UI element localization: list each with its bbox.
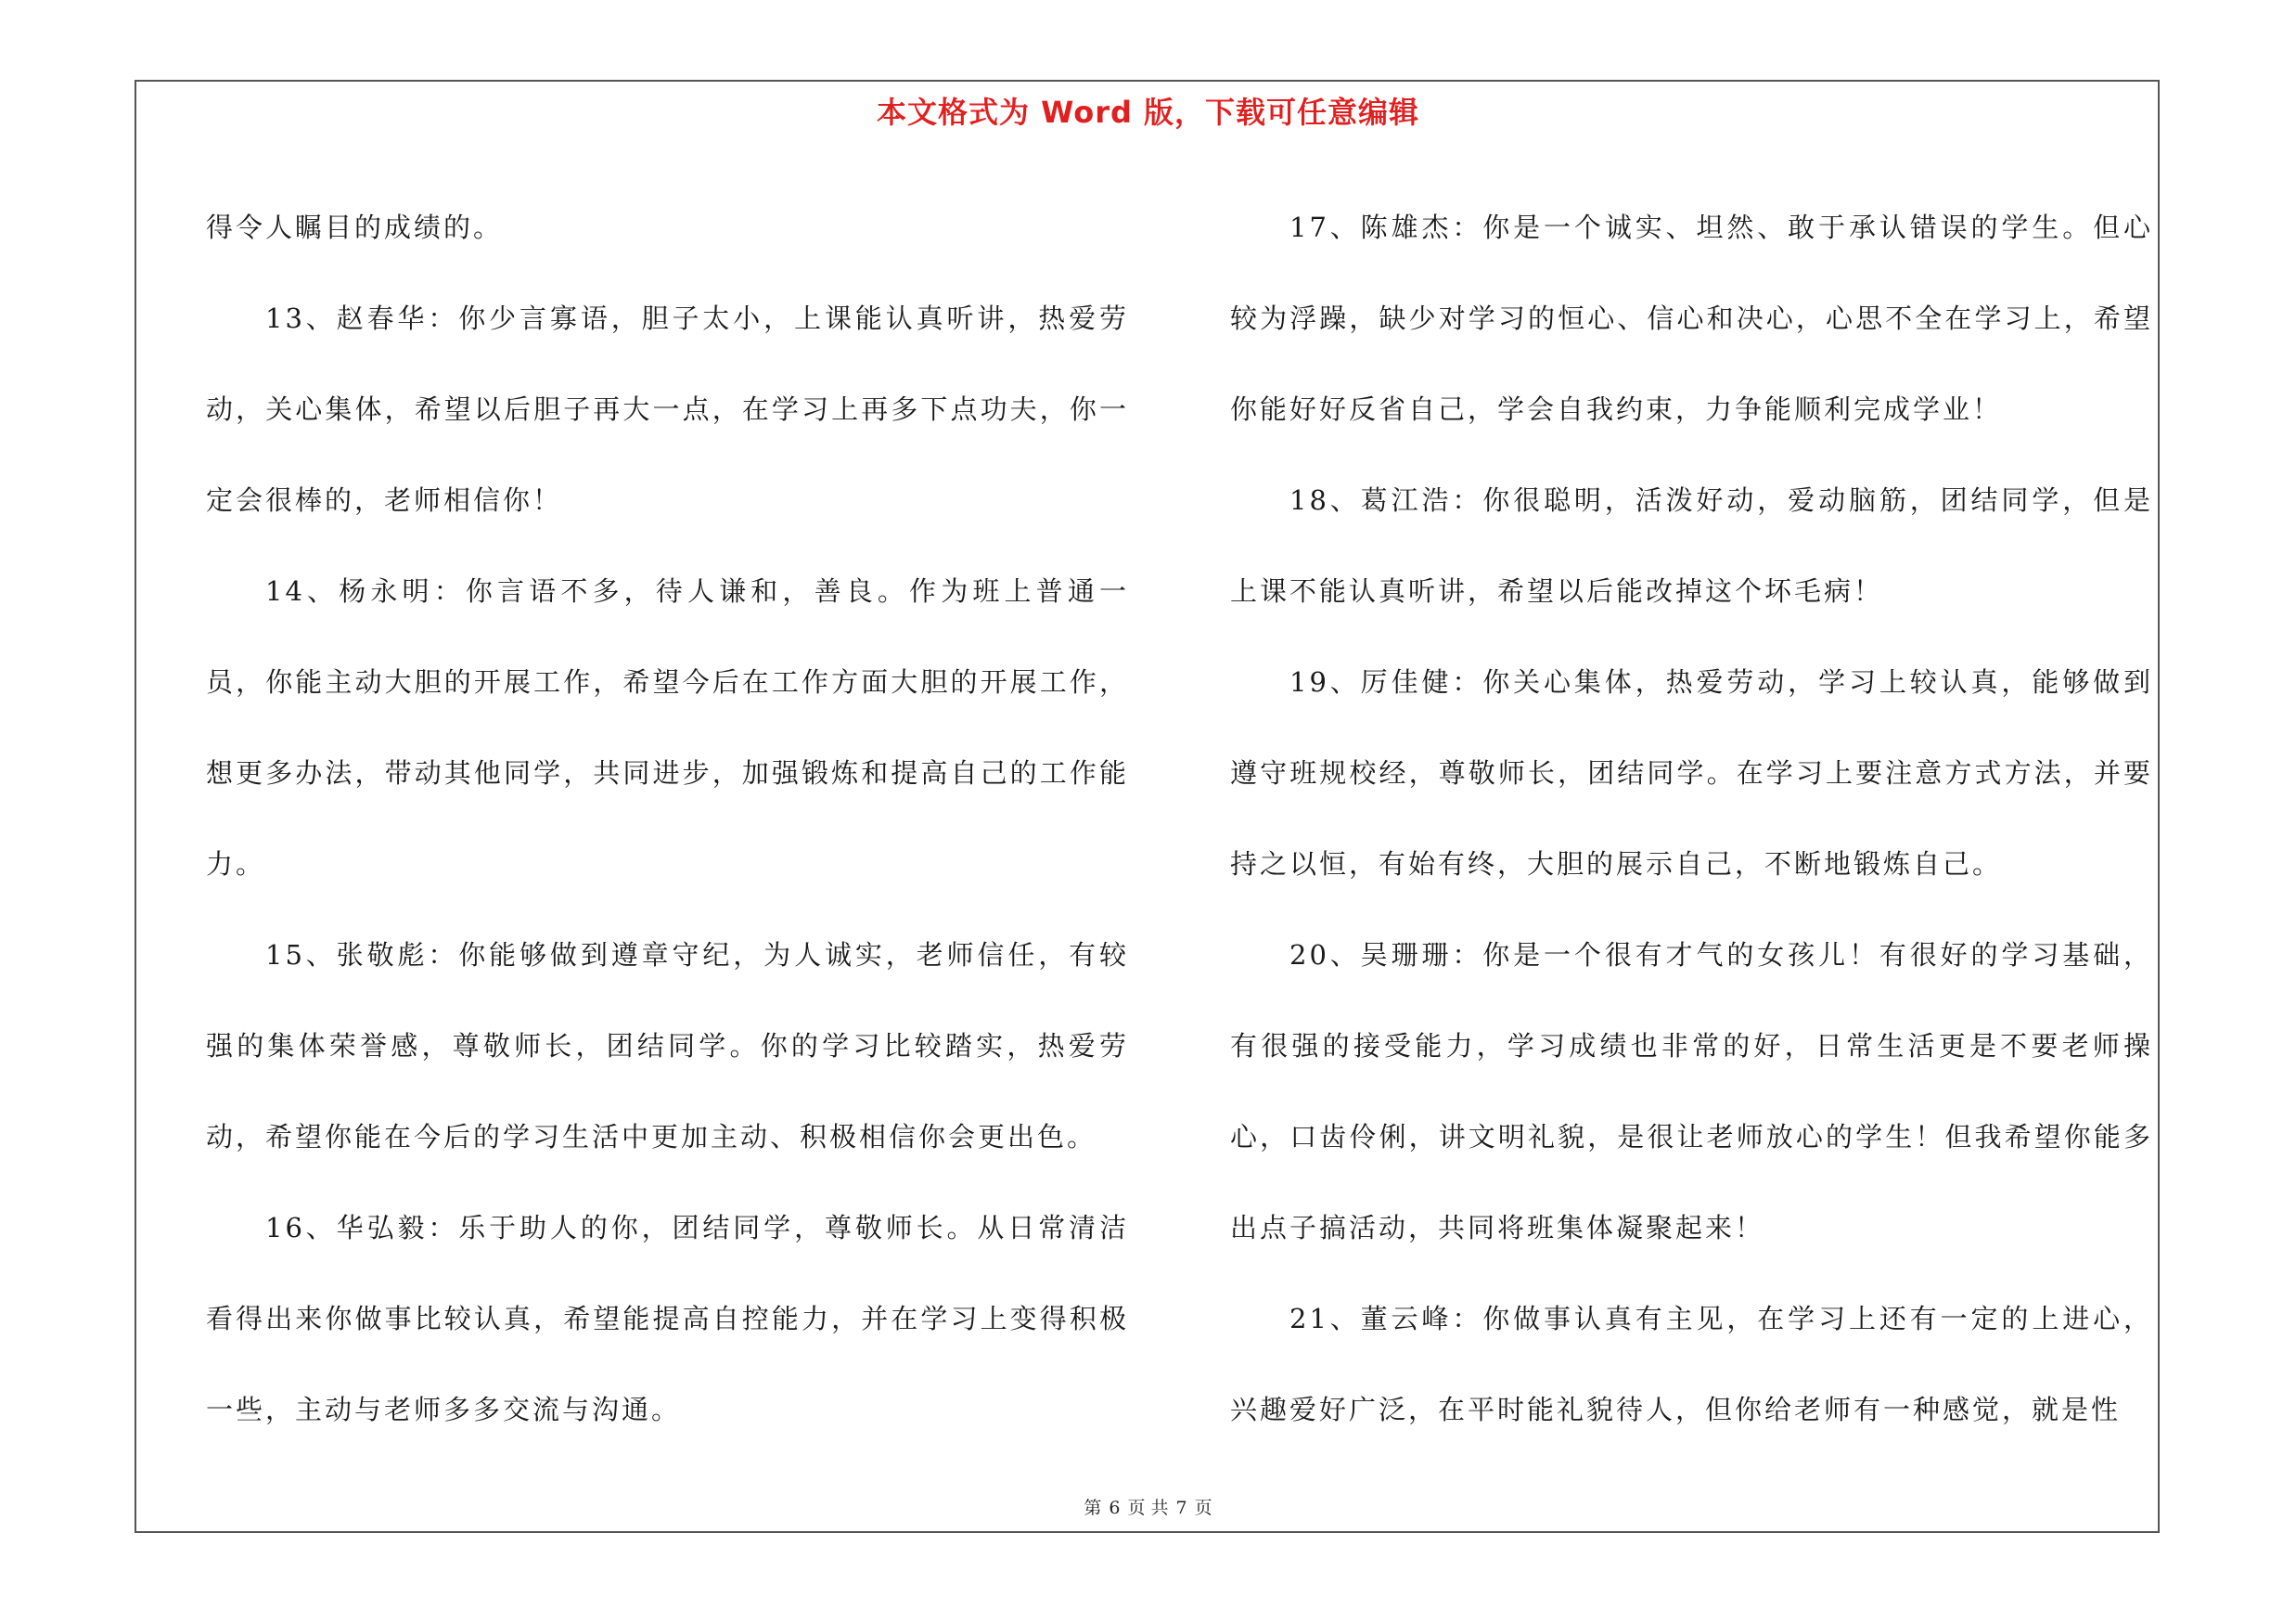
- paragraph-right-5: 21、董云峰：你做事认真有主见，在学习上还有一定的上进心，兴趣爱好广泛，在平时能礼貌待人，但你给老师有一种感觉，就是性: [1230, 1303, 2153, 1425]
- footer-total-pages: 7: [1175, 1498, 1187, 1518]
- paragraph-right-2: 18、葛江浩：你很聪明，活泼好动，爱动脑筋，团结同学，但是上课不能认真听讲，希望以后能改掉这个坏毛病！: [1230, 484, 2153, 607]
- paragraph-left-5: 16、华弘毅：乐于助人的你，团结同学，尊敬师长。从日常清洁看得出来你做事比较认真，希望能提高自控能力，并在学习上变得积极一些，主动与老师多多交流与沟通。: [206, 1212, 1129, 1425]
- footer-prefix: 第: [1084, 1498, 1102, 1518]
- paragraph-right-4: 20、吴珊珊：你是一个很有才气的女孩儿！有很好的学习基础，有很强的接受能力，学习成绩也非常的好，日常生活更是不要老师操心，口齿伶俐，讲文明礼貌，是很让老师放心的学生！但我希望你能多出点子搞活动，共同将班集体凝聚起来！: [1230, 939, 2153, 1243]
- format-notice-banner: 本文格式为 Word 版，下载可任意编辑: [876, 95, 1420, 130]
- paragraph-right-3: 19、厉佳健：你关心集体，热爱劳动，学习上较认真，能够做到遵守班规校经，尊敬师长，团结同学。在学习上要注意方式方法，并要持之以恒，有始有终，大胆的展示自己，不断地锻炼自己。: [1230, 666, 2153, 880]
- footer-current-page: 6: [1109, 1498, 1121, 1518]
- paragraph-right-1: 17、陈雄杰：你是一个诚实、坦然、敢于承认错误的学生。但心较为浮躁，缺少对学习的恒心、信心和决心，心思不全在学习上，希望你能好好反省自己，学会自我约束，力争能顺利完成学业！: [1230, 212, 2153, 425]
- left-column: [206, 182, 1129, 1455]
- page-number-footer: [0, 1494, 2296, 1519]
- paragraph-left-2: 13、赵春华：你少言寡语，胆子太小，上课能认真听讲，热爱劳动，关心集体，希望以后胆子再大一点，在学习上再多下点功夫，你一定会很棒的，老师相信你！: [206, 303, 1129, 516]
- paragraph-left-1: 得令人瞩目的成绩的。: [206, 212, 504, 243]
- paragraph-left-4: 15、张敬彪：你能够做到遵章守纪，为人诚实，老师信任，有较强的集体荣誉感，尊敬师长，团结同学。你的学习比较踏实，热爱劳动，希望你能在今后的学习生活中更加主动、积极相信你会更出色。: [206, 939, 1129, 1153]
- right-column: [1230, 182, 2153, 1455]
- paragraph-left-3: 14、杨永明：你言语不多，待人谦和，善良。作为班上普通一员，你能主动大胆的开展工作，希望今后在工作方面大胆的开展工作，想更多办法，带动其他同学，共同进步，加强锻炼和提高自己的工作能力。: [206, 575, 1129, 880]
- footer-middle: 页 共: [1127, 1498, 1169, 1518]
- footer-suffix: 页: [1194, 1498, 1212, 1518]
